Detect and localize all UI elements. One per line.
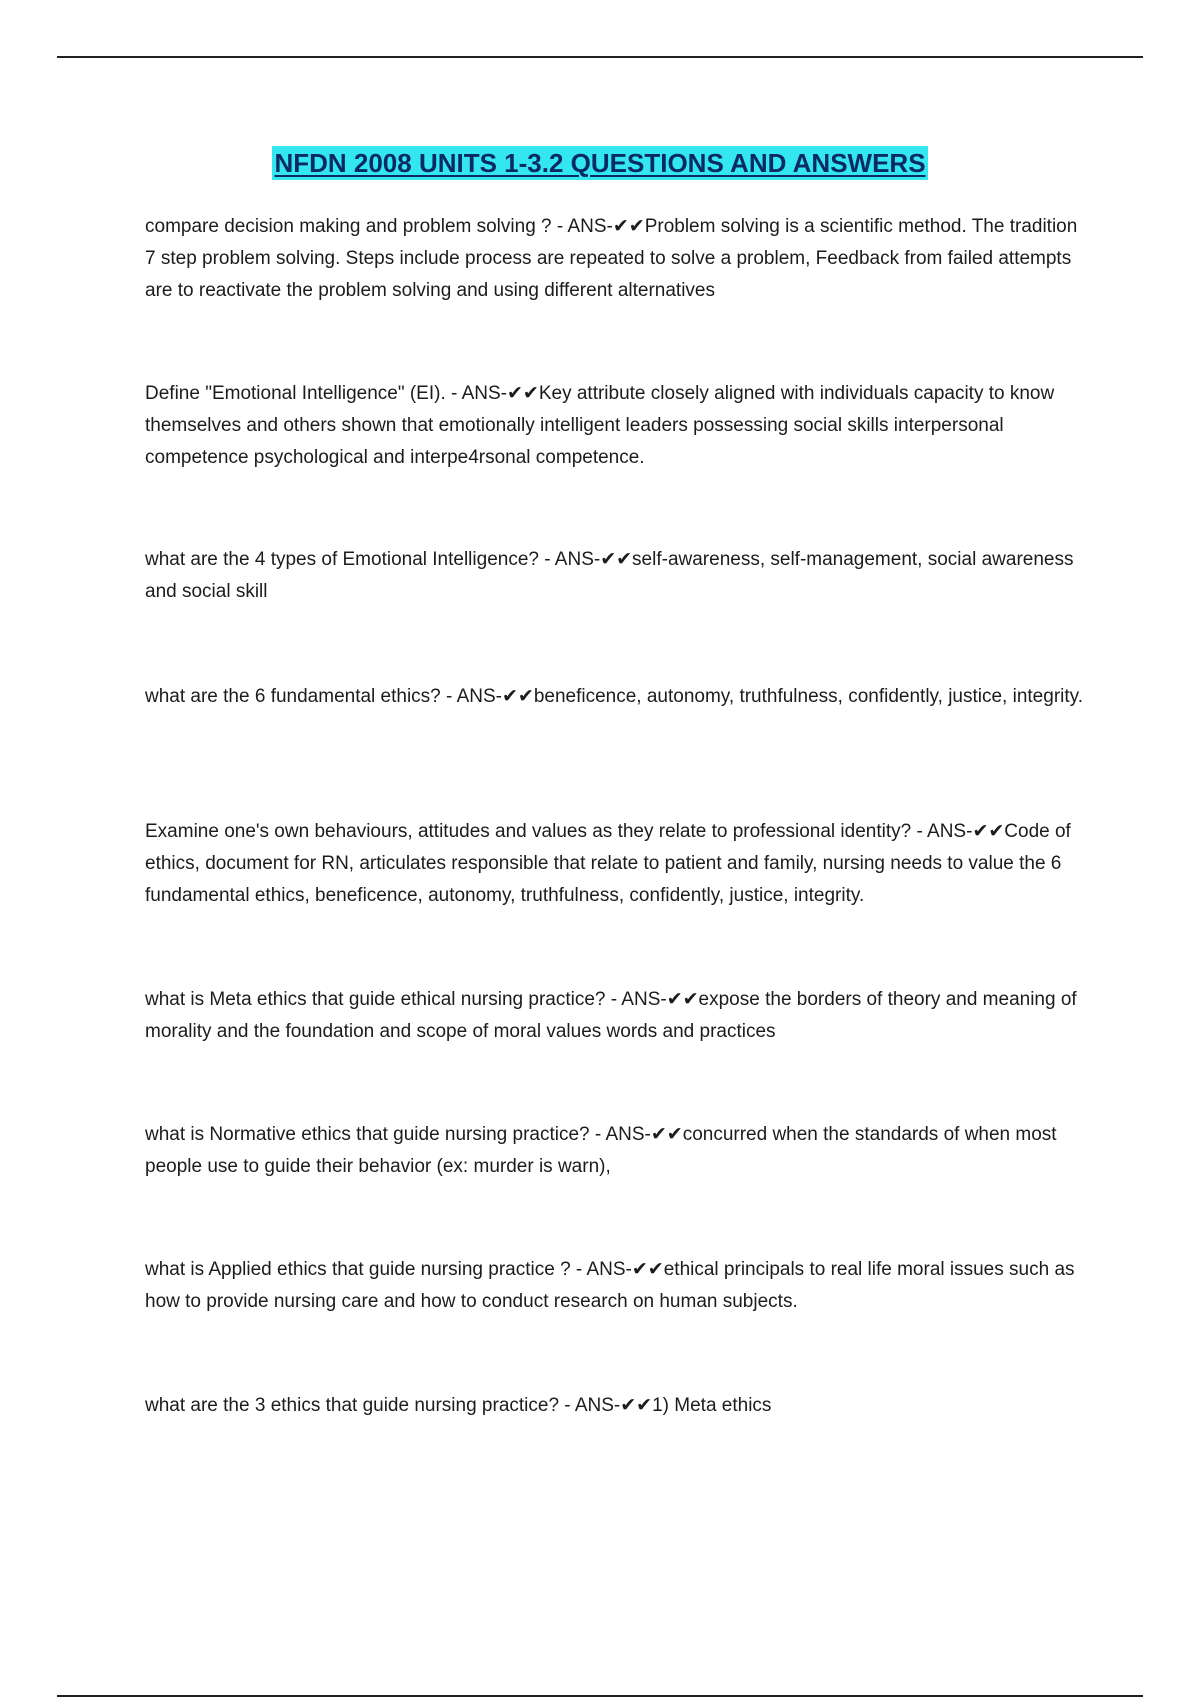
qa-question: what is Normative ethics that guide nursing practice? - ANS-: [145, 1124, 651, 1145]
qa-answer: concurred when the standards of when most people use to guide their behavior (ex: murder is warn),: [145, 1124, 1057, 1177]
double-check-icon: ✔✔: [506, 382, 539, 404]
double-check-icon: ✔✔: [972, 820, 1005, 842]
top-rule: [57, 56, 1143, 58]
qa-answer: expose the borders of theory and meaning of morality and the foundation and scope of moral values words and practices: [145, 989, 1077, 1042]
qa-answer: Code of ethics, document for RN, articulates responsible that relate to patient and family, nursing needs to value the 6 fundamental ethics, beneficence, autonomy, truthfulness, confidently, justice, integrity.: [145, 821, 1071, 906]
qa-item-9: [145, 1389, 1090, 1422]
qa-item-6: [145, 983, 1090, 1048]
qa-item-1: [145, 210, 1090, 307]
qa-answer: Key attribute closely aligned with individuals capacity to know themselves and others shown that emotionally intelligent leaders possessing social skills interpersonal competence psychological and interpe4rsonal competence.: [145, 383, 1055, 468]
qa-question: what is Applied ethics that guide nursing practice ? - ANS-: [145, 1259, 632, 1280]
document-title: NFDN 2008 UNITS 1-3.2 QUESTIONS AND ANSWERS: [274, 148, 926, 178]
qa-item-3: [145, 543, 1090, 608]
qa-item-2: [145, 377, 1090, 474]
double-check-icon: ✔✔: [631, 1258, 664, 1280]
qa-answer: beneficence, autonomy, truthfulness, confidently, justice, integrity.: [533, 686, 1084, 707]
qa-answer: self-awareness, self-management, social awareness and social skill: [145, 549, 1074, 602]
qa-question: what are the 4 types of Emotional Intelligence? - ANS-: [145, 549, 601, 570]
qa-item-7: [145, 1118, 1090, 1183]
title-container: [0, 146, 1200, 180]
double-check-icon: ✔✔: [501, 685, 534, 707]
qa-item-5: [145, 815, 1090, 912]
qa-question: what are the 6 fundamental ethics? - ANS-: [145, 686, 502, 707]
qa-answer: ethical principals to real life moral issues such as how to provide nursing care and how to conduct research on human subjects.: [145, 1259, 1075, 1312]
double-check-icon: ✔✔: [650, 1123, 683, 1145]
qa-question: Examine one's own behaviours, attitudes and values as they relate to professional identity? - ANS-: [145, 821, 973, 842]
qa-question: compare decision making and problem solving ? - ANS-: [145, 216, 613, 237]
qa-answer: Problem solving is a scientific method. The tradition 7 step problem solving. Steps include process are repeated to solve a problem, Feedback from failed attempts are to reactivate the problem solving and using different alternatives: [145, 216, 1078, 301]
double-check-icon: ✔✔: [620, 1394, 653, 1416]
qa-answer: 1) Meta ethics: [652, 1395, 772, 1416]
qa-question: what is Meta ethics that guide ethical nursing practice? - ANS-: [145, 989, 667, 1010]
double-check-icon: ✔✔: [612, 215, 645, 237]
double-check-icon: ✔✔: [600, 548, 633, 570]
bottom-rule: [57, 1695, 1143, 1697]
double-check-icon: ✔✔: [666, 988, 699, 1010]
qa-question: what are the 3 ethics that guide nursing practice? - ANS-: [145, 1395, 621, 1416]
qa-item-8: [145, 1253, 1090, 1318]
qa-item-4: [145, 680, 1090, 713]
qa-question: Define "Emotional Intelligence" (EI). - ANS-: [145, 383, 507, 404]
